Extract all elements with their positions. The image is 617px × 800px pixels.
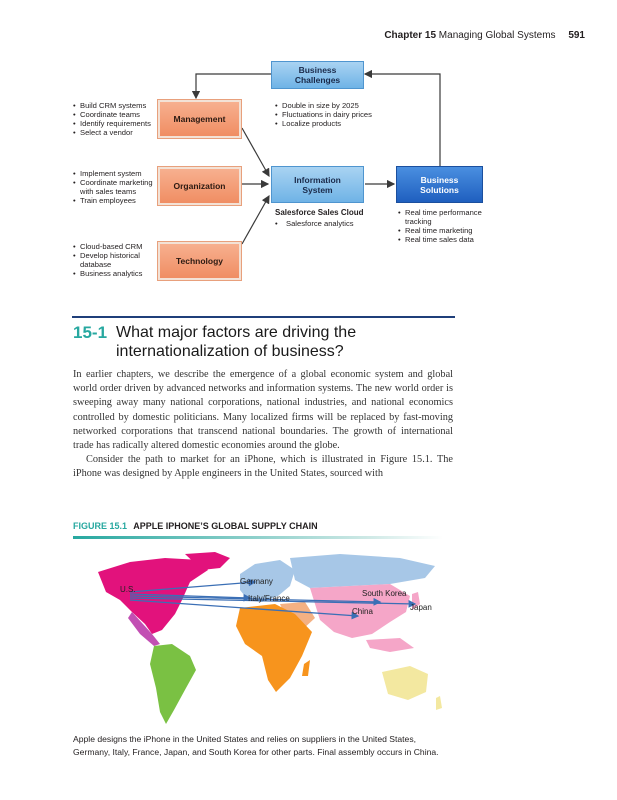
chapter-label: Chapter 15 xyxy=(384,30,437,41)
list-item: • Double in size by 2025 xyxy=(275,101,395,110)
business-challenges-label: Business Challenges xyxy=(294,65,341,85)
business-solutions-box xyxy=(396,166,483,203)
figure-rule xyxy=(73,536,443,539)
list-item: • Real time performance tracking xyxy=(398,208,493,226)
list-item: • Real time marketing xyxy=(398,226,493,235)
management-list xyxy=(73,101,155,137)
north-asia-region xyxy=(290,554,435,588)
list-item: • Implement system xyxy=(73,169,155,178)
map-label-china: China xyxy=(352,607,373,616)
australia-region xyxy=(382,666,428,700)
list-item: • Business analytics xyxy=(73,269,155,278)
arrow-management-to-system xyxy=(242,128,269,176)
map-label-germany: Germany xyxy=(240,577,273,586)
list-item: • Coordinate teams xyxy=(73,110,155,119)
system-list xyxy=(275,219,385,228)
section-number: 15-1 xyxy=(73,323,108,342)
organization-list xyxy=(73,169,155,205)
challenges-list xyxy=(275,101,395,128)
se-asia-region xyxy=(366,638,414,652)
section-title: What major factors are driving the internationalization of business? xyxy=(116,324,357,360)
figure-number: FIGURE 15.1 xyxy=(73,521,128,531)
section-rule xyxy=(72,316,455,318)
information-system-label: Information System xyxy=(294,174,341,195)
list-item: • Develop historical database xyxy=(73,251,155,269)
arrow-challenges-to-management xyxy=(196,74,271,98)
list-item: • Identify requirements xyxy=(73,119,155,128)
management-label: Management xyxy=(173,114,226,124)
paragraph: Consider the path to market for an iPhone, which is illustrated in Figure 15.1. The iPhone was designed by Apple engineers in the United States, sourced with xyxy=(73,454,453,480)
management-box xyxy=(158,100,241,138)
list-item: • Train employees xyxy=(73,196,155,205)
solutions-list xyxy=(398,208,493,244)
information-system-box xyxy=(271,166,364,203)
list-item: • Select a vendor xyxy=(73,128,155,137)
map-label-japan: Japan xyxy=(410,603,432,612)
chapter-title: Managing Global Systems xyxy=(438,30,556,41)
case-diagram xyxy=(0,0,617,300)
business-solutions-label: Business Solutions xyxy=(420,174,459,195)
technology-list xyxy=(73,242,155,278)
organization-box xyxy=(158,167,241,205)
system-label: Salesforce Sales Cloud xyxy=(275,208,364,217)
figure-title: APPLE IPHONE’S GLOBAL SUPPLY CHAIN xyxy=(133,521,318,531)
map-label-us: U.S. xyxy=(120,585,136,594)
madagascar-region xyxy=(302,660,310,676)
body-text xyxy=(73,368,453,482)
list-item: • Salesforce analytics xyxy=(275,219,385,228)
technology-label: Technology xyxy=(175,256,224,266)
map-label-south-korea: South Korea xyxy=(362,589,407,598)
paragraph: In earlier chapters, we describe the emergence of a global economic system and global world order driven by advanced networks and information systems. The new world order is sweeping away many national corporations, national industries, and national economics controlled by domestic politicians. Many localized firms will be replaced by fast-moving networked corporations that transcend national boundaries. The growth of international trade has radically altered domestic economies around the globe. xyxy=(73,369,453,452)
new-zealand-region xyxy=(436,696,442,710)
figure-caption: Apple designs the iPhone in the United States and relies on suppliers in the United States, Germany, Italy, France, Japan, and South Korea for other parts. Final assembly occurs in China. xyxy=(73,734,439,757)
page-number: 591 xyxy=(568,30,585,41)
map-label-italy-france: Italy/France xyxy=(248,594,290,603)
list-item: • Build CRM systems xyxy=(73,101,155,110)
technology-box xyxy=(158,242,241,280)
business-challenges-box xyxy=(271,61,364,89)
arrow-technology-to-system xyxy=(242,196,269,244)
south-america-region xyxy=(150,644,196,724)
list-item: • Cloud-based CRM xyxy=(73,242,155,251)
world-map xyxy=(90,552,446,730)
figure-heading xyxy=(73,521,318,531)
list-item: • Localize products xyxy=(275,119,395,128)
list-item: • Real time sales data xyxy=(398,235,493,244)
list-item: • Coordinate marketing with sales teams xyxy=(73,178,155,196)
organization-label: Organization xyxy=(173,181,226,191)
list-item: • Fluctuations in dairy prices xyxy=(275,110,395,119)
